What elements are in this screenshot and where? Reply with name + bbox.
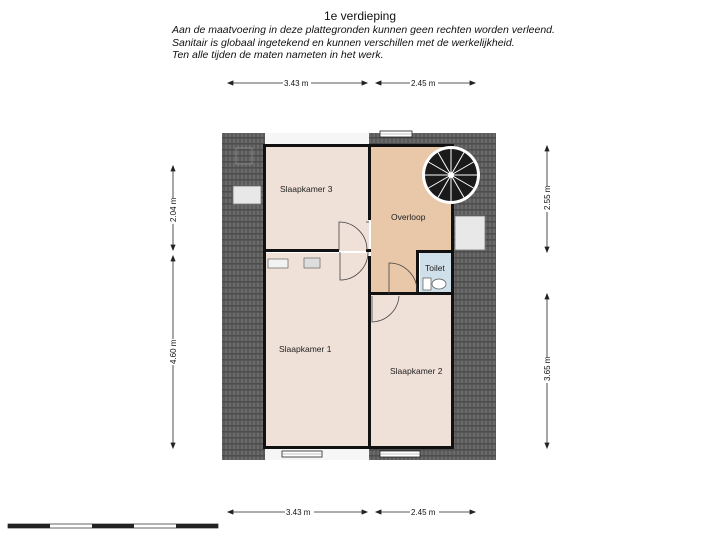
dim-label-bottom-right: 2.45 m <box>411 508 436 517</box>
dim-label-left-lower: 4.60 m <box>169 339 178 364</box>
room-label-slaapkamer-3: Slaapkamer 3 <box>280 184 333 194</box>
radiator <box>233 186 261 204</box>
radiator <box>455 216 485 250</box>
fixture <box>304 258 320 268</box>
room-label-toilet: Toilet <box>425 263 445 273</box>
room-label-overloop: Overloop <box>391 212 426 222</box>
toilet-icon <box>423 278 446 290</box>
room-label-slaapkamer-2: Slaapkamer 2 <box>390 366 443 376</box>
sink <box>268 259 288 268</box>
disclaimer-line: Ten alle tijden de maten nameten in het werk. <box>172 49 384 61</box>
dim-label-right-upper: 2.55 m <box>543 185 552 210</box>
spiral-staircase-icon <box>422 146 480 204</box>
disclaimer-line: Sanitair is globaal ingetekend en kunnen verschillen met de werkelijkheid. <box>172 36 515 49</box>
dim-label-bottom-left: 3.43 m <box>286 508 311 517</box>
dim-label-top-left: 3.43 m <box>284 79 309 88</box>
dim-label-left-upper: 2.04 m <box>169 197 178 222</box>
dim-label-top-right: 2.45 m <box>411 79 436 88</box>
floor-title: 1e verdieping <box>323 9 397 23</box>
floor-slaapkamer-3 <box>265 146 369 251</box>
room-label-slaapkamer-1: Slaapkamer 1 <box>279 344 332 354</box>
dim-label-right-lower: 3.65 m <box>543 356 552 381</box>
disclaimer-line: Aan de maatvoering in deze plattegronden kunnen geen rechten worden verleend. <box>172 24 555 36</box>
scale-bar <box>8 524 218 528</box>
roof-tiles-left <box>222 133 265 460</box>
